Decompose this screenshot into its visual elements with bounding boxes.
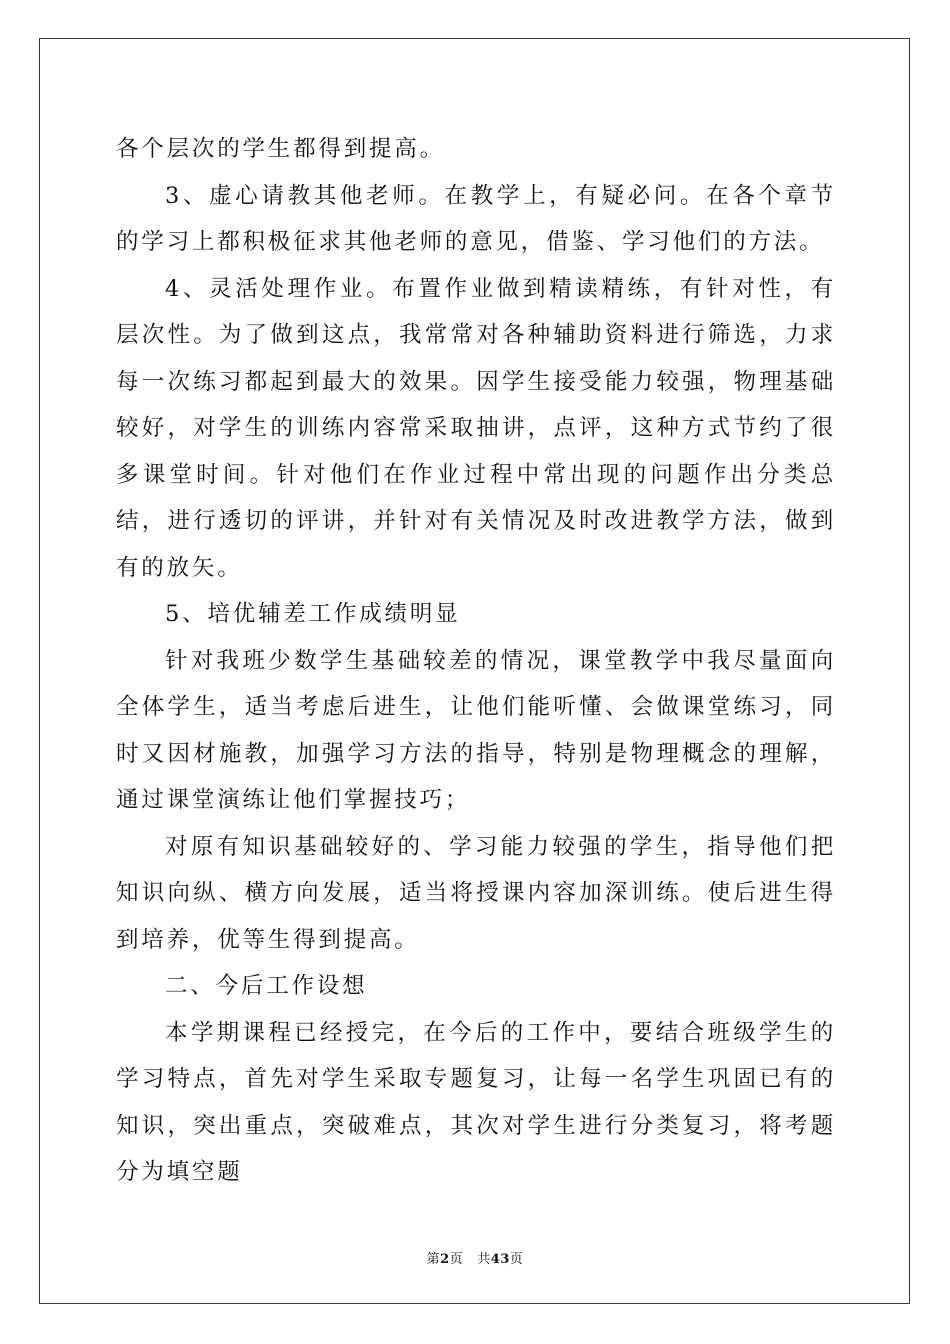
paragraph-item-4: 4、灵活处理作业。布置作业做到精读精练，有针对性，有层次性。为了做到这点，我常常对各种辅助资料进行筛选，力求每一次练习都起到最大的效果。因学生接受能力较强，物理基础较好，对学生的训练内容常采取抽讲，点评，这种方式节约了很多课堂时间。针对他们在作业过程中常出现的问题作出分类总结，进行透切的评讲，并针对有关情况及时改进教学方法，做到有的放矢。 (116, 275, 836, 581)
paragraph-future-plans: 本学期课程已经授完，在今后的工作中，要结合班级学生的学习特点，首先对学生采取专题复习，让每一名学生巩固已有的知识，突出重点，突破难点，其次对学生进行分类复习，将考题分为填空题 (116, 1019, 836, 1185)
total-prefix: 共 (477, 1252, 491, 1267)
page-prefix: 第 (426, 1252, 441, 1267)
page-number: 2 (440, 1252, 450, 1267)
paragraph-strong-students: 对原有知识基础较好的、学习能力较强的学生，指导他们把知识向纵、横方向发展，适当将授课内容加深训练。使后进生得到培养，优等生得到提高。 (116, 833, 836, 953)
total-pages: 43 (490, 1252, 510, 1267)
page-suffix: 页 (449, 1252, 464, 1267)
section-heading-future-plans: 二、今后工作设想 (165, 973, 368, 999)
paragraph-item-3: 3、虚心请教其他老师。在教学上，有疑必问。在各个章节的学习上都积极征求其他老师的意见，借鉴、学习他们的方法。 (116, 182, 836, 255)
document-body (116, 126, 836, 1196)
page-footer (0, 1248, 950, 1267)
paragraph-item-5-heading: 5、培优辅差工作成绩明显 (165, 601, 461, 627)
paragraph-weak-students: 针对我班少数学生基础较差的情况，课堂教学中我尽量面向全体学生，适当考虑后进生，让他们能听懂、会做课堂练习，同时又因材施教，加强学习方法的指导，特别是物理概念的理解，通过课堂演练让他们掌握技巧； (116, 647, 836, 813)
paragraph-continuation: 各个层次的学生都得到提高。 (116, 136, 445, 162)
total-suffix: 页 (509, 1252, 524, 1267)
